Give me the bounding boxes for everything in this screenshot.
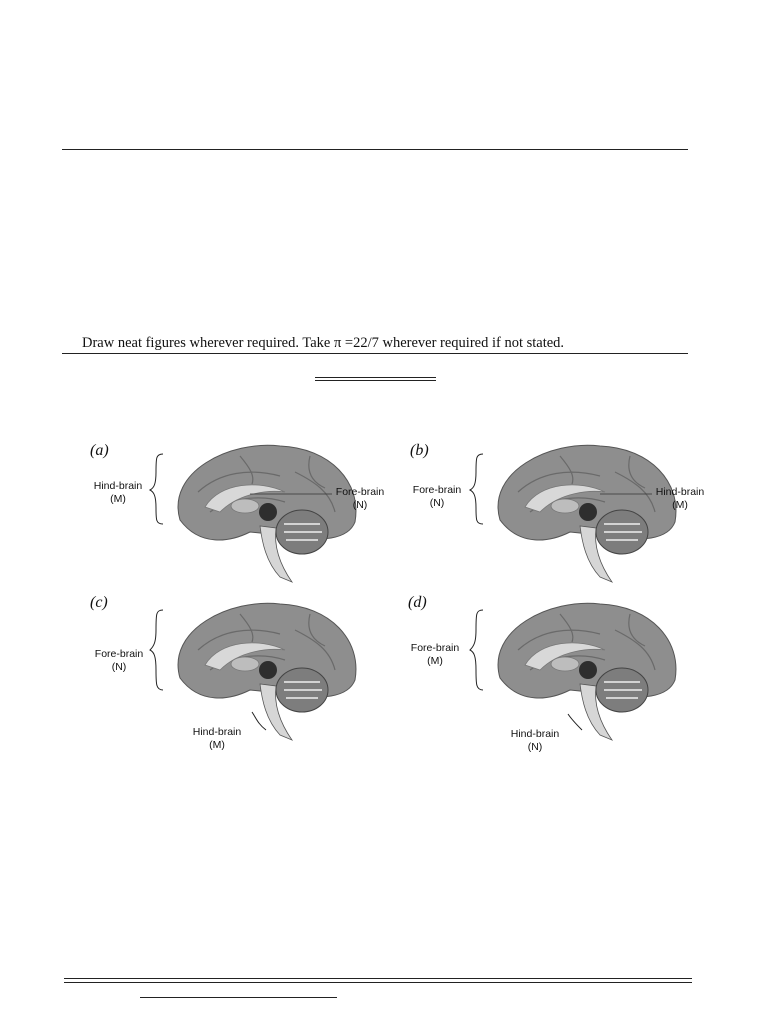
brain-c-midbrain [259, 661, 277, 679]
option-d-left-letter: (M) [427, 655, 443, 667]
brain-c-brace [150, 610, 163, 690]
option-c-label: (c) [90, 594, 108, 611]
option-d-bottom-tag [506, 728, 564, 754]
brain-diagram-a [80, 432, 410, 602]
option-d[interactable] [400, 590, 730, 760]
option-b-right-letter: (M) [672, 499, 688, 511]
brain-b-cerebellum [596, 510, 648, 554]
header-divider [62, 149, 688, 150]
general-instructions: Draw neat figures wherever required. Take π =22/7 wherever required if not stated. [82, 335, 565, 351]
section-double-rule-top [315, 377, 436, 378]
instructions-divider [62, 353, 688, 354]
option-c-left-part: Fore-brain [94, 648, 144, 660]
footer-double-rule-top [64, 978, 692, 979]
option-a-left-part: Hind-brain [93, 480, 143, 492]
option-b[interactable] [400, 432, 730, 602]
brain-a-brace [150, 454, 163, 524]
brain-d-cerebellum [596, 668, 648, 712]
option-a-label: (a) [90, 442, 109, 459]
option-b-right-part: Hind-brain [655, 486, 705, 498]
brain-c-cerebellum [276, 668, 328, 712]
option-d-left-part: Fore-brain [410, 642, 460, 654]
option-a-right-letter: (N) [352, 499, 368, 511]
option-d-left-tag [406, 642, 464, 668]
option-b-left-tag [408, 484, 466, 510]
brain-diagram-d [400, 590, 730, 760]
footer-short-rule [140, 997, 337, 998]
option-a[interactable] [80, 432, 410, 602]
section-double-rule-bottom [315, 380, 436, 381]
brain-d-bottom-brace [568, 714, 582, 730]
brain-b-midbrain [579, 503, 597, 521]
brain-d-midbrain [579, 661, 597, 679]
brain-c-bottom-brace [252, 712, 266, 730]
brain-a-cerebellum [276, 510, 328, 554]
option-c-left-tag [90, 648, 148, 674]
brain-a-cerebrum [178, 445, 356, 540]
option-d-bottom-part: Hind-brain [510, 728, 560, 740]
option-a-left-letter: (M) [110, 493, 126, 505]
option-b-left-letter: (N) [429, 497, 445, 509]
option-c-bottom-part: Hind-brain [192, 726, 242, 738]
brain-c-cerebrum [178, 603, 356, 698]
footer-double-rule-bottom [64, 982, 692, 983]
option-b-left-part: Fore-brain [412, 484, 462, 496]
brain-d-cerebrum [498, 603, 676, 698]
brain-d-brace [470, 610, 483, 690]
option-c[interactable] [80, 590, 410, 760]
option-c-left-letter: (N) [111, 661, 127, 673]
brain-a-midbrain [259, 503, 277, 521]
brain-b-cerebrum [498, 445, 676, 540]
option-c-bottom-letter: (M) [209, 739, 225, 751]
option-a-right-tag [332, 486, 388, 512]
option-a-right-part: Fore-brain [335, 486, 385, 498]
option-c-bottom-tag [188, 726, 246, 752]
option-b-right-tag [652, 486, 708, 512]
brain-b-brace [470, 454, 483, 524]
option-d-bottom-letter: (N) [527, 741, 543, 753]
option-a-left-tag [90, 480, 146, 506]
brain-diagram-b [400, 432, 730, 602]
option-b-label: (b) [410, 442, 429, 459]
option-d-label: (d) [408, 594, 427, 611]
